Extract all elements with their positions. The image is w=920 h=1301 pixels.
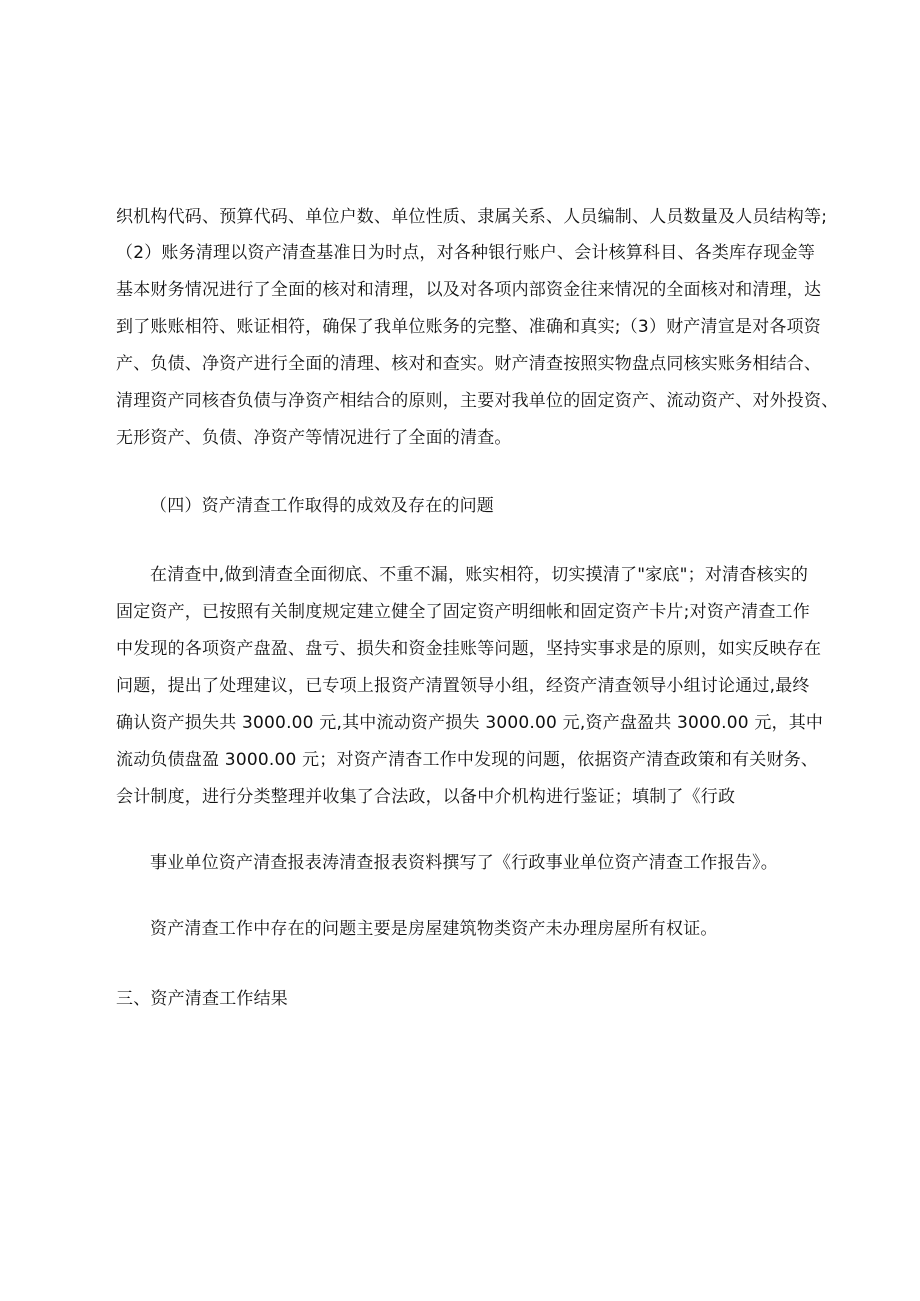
text-line: 无形资产、负债、净资产等情况进行了全面的清查。 bbox=[116, 428, 512, 448]
text-line: 问题，提出了处理建议，已专项上报资产清置领导小组，经资产清查领导小组讨论通过,最终 bbox=[116, 676, 810, 696]
text-line: 会计制度，进行分类整理并收集了合法政，以备中介机构进行鉴证；填制了《行政 bbox=[116, 787, 736, 807]
text-line: 产、负债、净资产进行全面的清理、核对和查实。财产清查按照实物盘点同核实账务相结合、 bbox=[116, 354, 822, 374]
section-heading: 三、资产清查工作结果 bbox=[116, 989, 288, 1009]
text-line: 基本财务情况进行了全面的核对和清理，以及对各项内部资金往来情况的全面核对和清理，达 bbox=[116, 280, 822, 300]
text-line: 在清查中,做到清查全面彻底、不重不漏，账实相符，切实摸清了"家底"；对清杳核实的 bbox=[150, 565, 809, 585]
text-line: 固定资产，已按照有关制度规定建立健全了固定资产明细帐和固定资产卡片;对资产清查工作 bbox=[116, 602, 810, 622]
text-line: 清理资产同核杳负债与净资产相结合的原则，主要对我单位的固定资产、流动资产、对外投资、 bbox=[116, 391, 839, 411]
text-line: 流动负债盘盈 3000.00 元；对资产清杳工作中发现的问题，依据资产清查政策和有关财务、 bbox=[116, 750, 819, 770]
text-line: 织机构代码、预算代码、单位户数、单位性质、隶属关系、人员编制、人员数量及人员结构等; bbox=[116, 207, 828, 227]
text-line: 中发现的各项资产盘盈、盘亏、损失和资金挂账等问题，坚持实事求是的原则，如实反映存在 bbox=[116, 639, 822, 659]
paragraph-issues: 资产清查工作中存在的问题主要是房屋建筑物类资产未办理房屋所有权证。 bbox=[150, 919, 718, 939]
section-heading: （四）资产清查工作取得的成效及存在的问题 bbox=[150, 496, 494, 516]
text-line: 确认资产损失共 3000.00 元,其中流动资产损失 3000.00 元,资产盘盈共 3000.00 元，其中 bbox=[116, 713, 824, 733]
text-line: （2）账务清理以资产清查基准日为时点，对各种银行账户、会计核算科目、各类库存现金等 bbox=[116, 243, 816, 263]
text-line: 到了账账相符、账证相符，确保了我单位账务的完整、准确和真实;（3）财产清宣是对各项资 bbox=[116, 317, 821, 337]
paragraph-report: 事业单位资产清查报表涛清查报表资料撰写了《行政事业单位资产清查工作报告》。 bbox=[150, 853, 778, 873]
